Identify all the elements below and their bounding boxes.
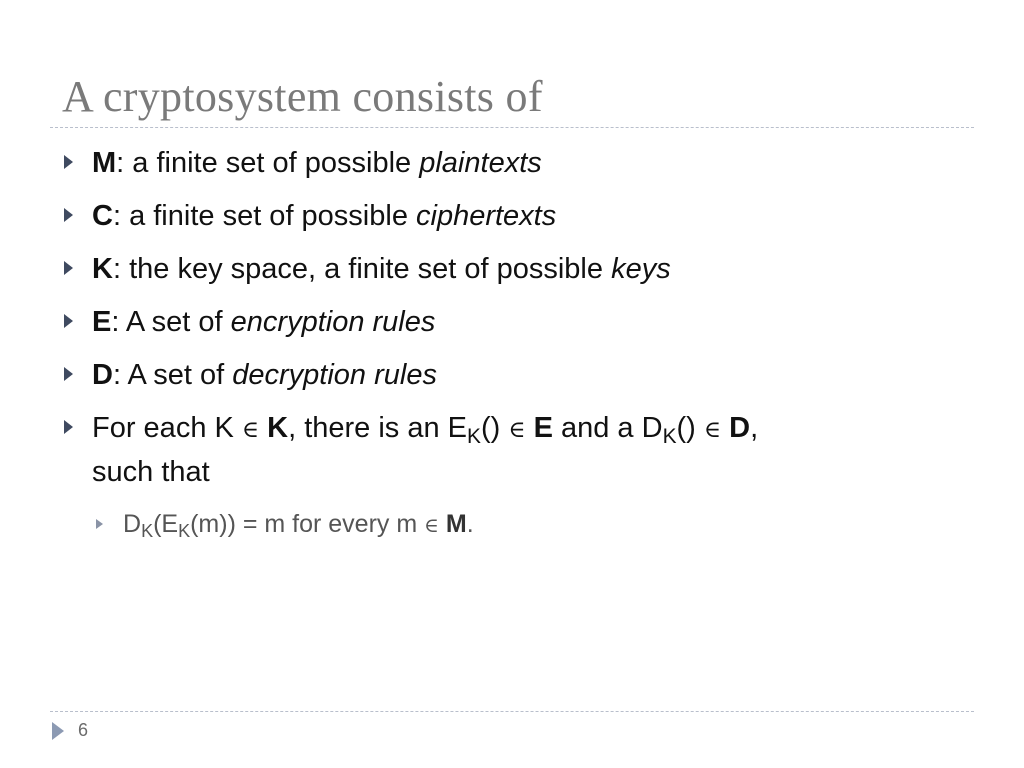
description: : a finite set of possible <box>112 200 417 232</box>
bullet-arrow-icon <box>64 367 73 381</box>
text-segment: (m)) = m for every m <box>190 510 425 538</box>
term: K <box>92 253 113 285</box>
term: K <box>267 412 289 444</box>
bullet-text <box>92 354 952 396</box>
term: M <box>92 147 117 179</box>
term: C <box>92 200 113 232</box>
bullet-arrow-icon <box>64 420 73 434</box>
emphasis: plaintexts <box>419 147 542 179</box>
subscript-k: K <box>141 521 154 542</box>
text-segment: () <box>676 412 704 444</box>
text-segment: D <box>123 510 142 538</box>
description: : a finite set of possible <box>116 147 420 179</box>
element-of-symbol: ∈ <box>241 416 260 443</box>
subscript-k: K <box>178 521 191 542</box>
emphasis: encryption rules <box>230 306 436 338</box>
sub-bullet-text <box>123 507 943 542</box>
bullet-text <box>92 301 952 343</box>
element-of-symbol: ∈ <box>424 513 439 537</box>
description: : A set of <box>111 306 231 338</box>
page-number: 6 <box>78 720 89 740</box>
emphasis: keys <box>611 253 671 285</box>
description: : A set of <box>112 359 233 391</box>
subscript-k: K <box>662 424 677 448</box>
footer-divider <box>50 711 974 712</box>
text-segment: For each K <box>92 412 242 444</box>
bullet-text <box>92 407 952 493</box>
term: D <box>92 359 113 391</box>
text-segment: () <box>480 412 509 444</box>
subscript-k: K <box>467 424 481 448</box>
title-divider <box>50 127 974 128</box>
term: E <box>92 306 112 338</box>
bullet-arrow-icon <box>64 155 73 169</box>
slide-title: A cryptosystem consists of <box>62 72 543 121</box>
sub-bullet-arrow-icon <box>96 519 103 529</box>
bullet-text <box>92 142 952 184</box>
emphasis: ciphertexts <box>416 200 557 232</box>
bullet-arrow-icon <box>64 208 73 222</box>
text-segment: . <box>466 510 474 538</box>
term: D <box>729 412 751 444</box>
text-segment: such that <box>92 456 210 488</box>
text-segment: , <box>750 412 759 444</box>
bullet-arrow-icon <box>64 314 73 328</box>
description: : the key space, a finite set of possible <box>112 253 612 285</box>
bullet-text <box>92 248 952 290</box>
element-of-symbol: ∈ <box>508 416 526 443</box>
term: M <box>445 510 467 538</box>
text-segment: and a D <box>552 412 663 444</box>
bullet-text <box>92 195 952 237</box>
text-segment: (E <box>153 510 179 538</box>
bullet-arrow-icon <box>64 261 73 275</box>
element-of-symbol: ∈ <box>703 416 722 443</box>
footer-triangle-icon <box>52 722 64 740</box>
text-segment: , there is an E <box>288 412 468 444</box>
term: E <box>533 412 553 444</box>
emphasis: decryption rules <box>232 359 437 391</box>
